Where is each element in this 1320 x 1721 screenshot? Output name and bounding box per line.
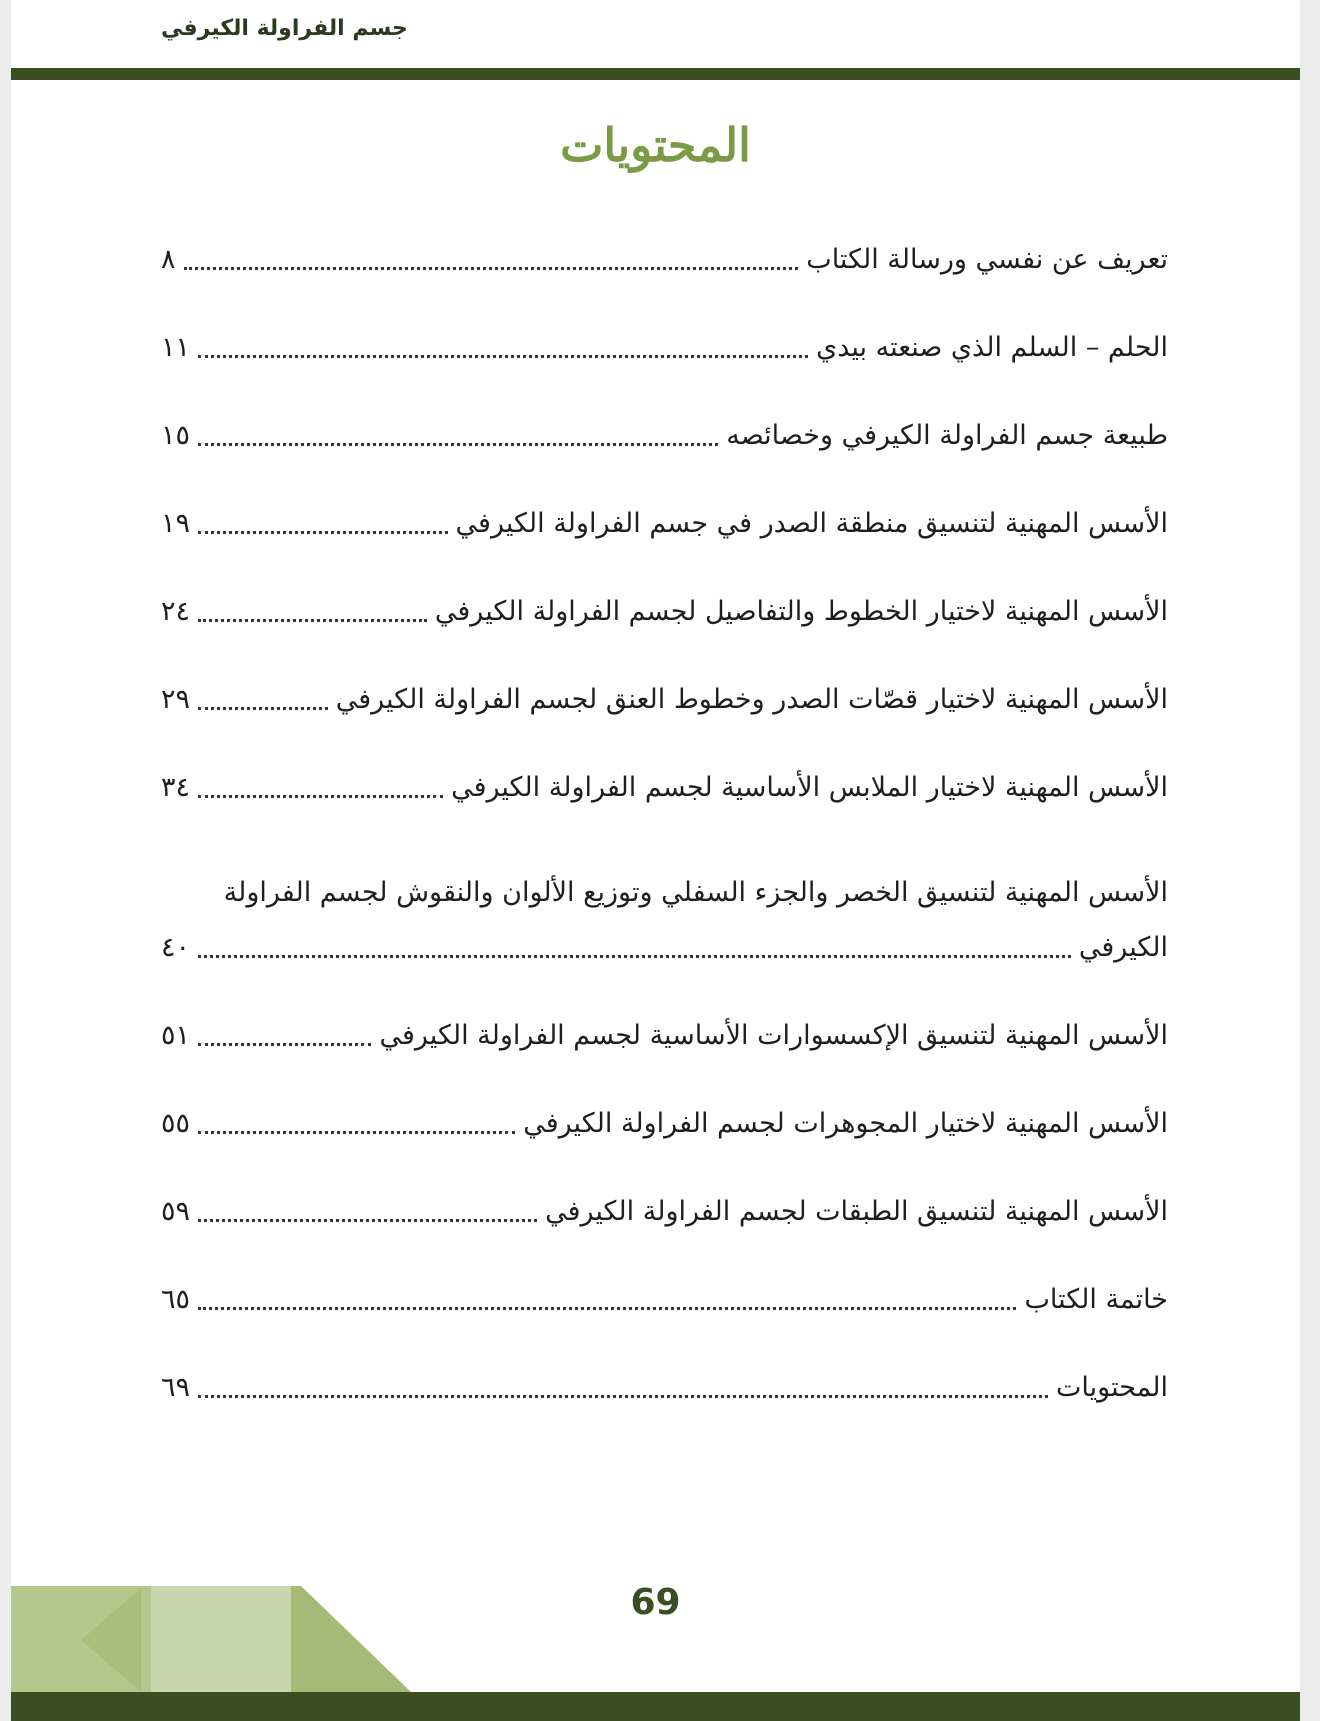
toc-entry[interactable] [161,474,1168,562]
toc-page-number: ٢٤ [161,596,191,627]
toc-page-number: ٥٥ [161,1108,191,1139]
dot-leader [198,1395,1048,1398]
toc-entry-text: الأسس المهنية لاختيار قصّات الصدر وخطوط العنق لجسم الفراولة الكيرفي [335,684,1168,715]
toc-entry-text: الأسس المهنية لاختيار الملابس الأساسية لجسم الفراولة الكيرفي [451,772,1168,803]
dot-leader [198,1131,515,1134]
toc-page-number: ٨ [161,244,176,275]
toc-entry[interactable] [161,562,1168,650]
dot-leader [198,531,448,534]
toc-entry[interactable] [161,1074,1168,1162]
footer-bar [11,1692,1300,1721]
toc-entry-text: طبيعة جسم الفراولة الكيرفي وخصائصه [726,420,1168,451]
toc-entry-wrapped [161,858,1168,968]
toc-entry[interactable] [161,650,1168,738]
toc-entry-text: الحلم – السلم الذي صنعته بيدي [816,332,1168,363]
toc-entry[interactable] [161,738,1168,826]
dot-leader [198,1219,537,1222]
toc-entry-text: الأسس المهنية لاختيار المجوهرات لجسم الفراولة الكيرفي [523,1108,1168,1139]
dot-leader [198,619,427,622]
toc-entry-text: الأسس المهنية لتنسيق الخصر والجزء السفلي وتوزيع الألوان والنقوش لجسم الفراولة [223,877,1168,908]
toc-entry-line2 [161,928,1168,968]
toc-page-number: ٦٩ [161,1372,191,1403]
header-rule [11,68,1300,80]
toc-entry-text: الأسس المهنية لتنسيق منطقة الصدر في جسم الفراولة الكيرفي [455,508,1168,539]
toc-entry[interactable] [161,386,1168,474]
toc-entry-text: الأسس المهنية لتنسيق الطبقات لجسم الفراولة الكيرفي [545,1196,1168,1227]
dot-leader [198,1043,371,1046]
toc-entry-text: خاتمة الكتاب [1024,1284,1168,1315]
dot-leader [198,795,443,798]
toc-entry[interactable] [161,826,1168,986]
toc-title: المحتويات [560,118,751,172]
toc-page-number: ٥٩ [161,1196,191,1227]
dot-leader [184,267,799,270]
toc-entry[interactable] [161,1162,1168,1250]
toc-page-number: ١٥ [161,420,191,451]
page-number: 69 [630,1582,681,1623]
toc-entry-text: الأسس المهنية لتنسيق الإكسسوارات الأساسية لجسم الفراولة الكيرفي [379,1020,1168,1051]
toc-entry-text: تعريف عن نفسي ورسالة الكتاب [806,244,1168,275]
toc-entry[interactable] [161,1250,1168,1338]
dot-leader [198,955,1071,958]
toc-page-number: ٥١ [161,1020,191,1051]
toc-entry[interactable] [161,298,1168,386]
toc-list [161,210,1168,1426]
toc-page-number: ٤٠ [161,932,191,963]
toc-page-number: ٣٤ [161,772,191,803]
toc-entry-text: المحتويات [1055,1372,1168,1403]
book-page [11,0,1300,1721]
toc-entry[interactable] [161,986,1168,1074]
dot-leader [198,707,328,710]
dot-leader [198,1307,1016,1310]
dot-leader [198,355,808,358]
toc-entry[interactable] [161,1338,1168,1426]
dot-leader [198,443,718,446]
toc-entry-text-continued: الكيرفي [1078,932,1168,963]
toc-entry[interactable] [161,210,1168,298]
toc-page-number: ١٩ [161,508,191,539]
running-header: جسم الفراولة الكيرفي [161,16,408,41]
toc-page-number: ١١ [161,332,191,363]
toc-page-number: ٦٥ [161,1284,191,1315]
toc-page-number: ٢٩ [161,684,191,715]
toc-entry-text: الأسس المهنية لاختيار الخطوط والتفاصيل لجسم الفراولة الكيرفي [434,596,1168,627]
